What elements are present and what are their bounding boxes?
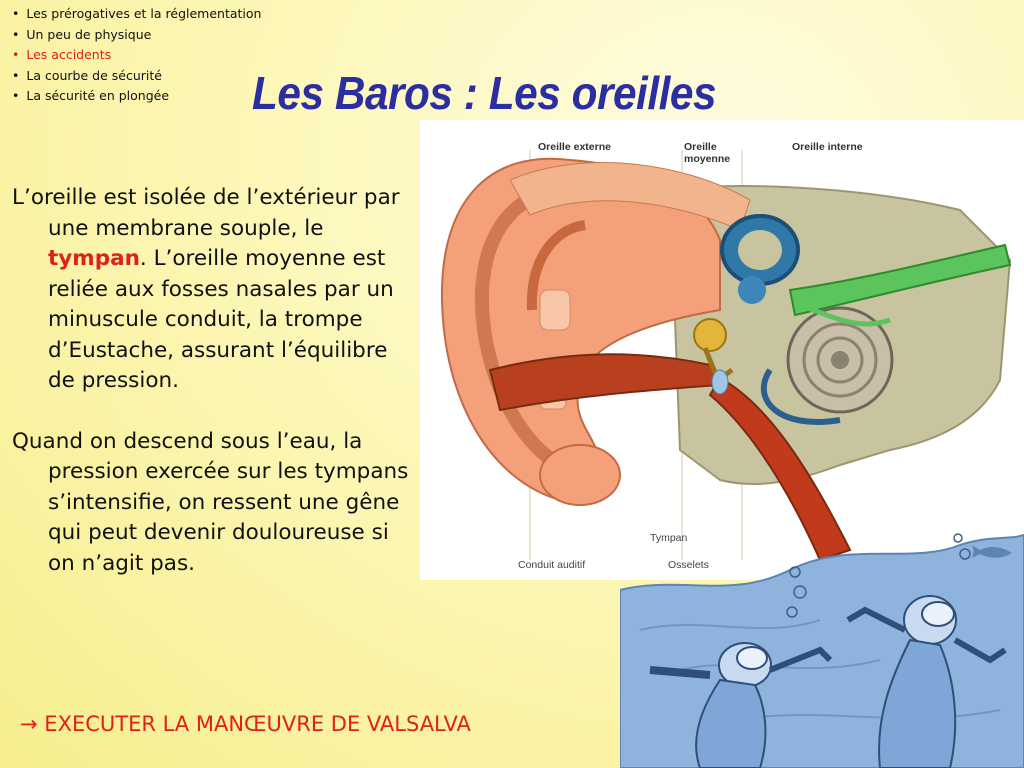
paragraph-text: L’oreille est isolée de l’extérieur par une membrane souple, le bbox=[12, 185, 400, 241]
arrow-right-icon: → bbox=[20, 712, 38, 736]
valsalva-text: EXECUTER LA MANŒUVRE DE VALSALVA bbox=[44, 712, 471, 736]
label-tympan: Tympan bbox=[650, 532, 688, 544]
label-outer-ear: Oreille externe bbox=[538, 141, 611, 153]
label-ear-canal: Conduit auditif bbox=[518, 559, 586, 571]
nav-item-courbe[interactable]: • La courbe de sécurité bbox=[12, 66, 261, 87]
divers-picture bbox=[620, 520, 1024, 768]
body-text bbox=[12, 183, 412, 609]
ear-anatomy-illustration bbox=[420, 120, 1024, 580]
nav-item-securite[interactable]: • La sécurité en plongée bbox=[12, 86, 261, 107]
nav-item-physique[interactable]: • Un peu de physique bbox=[12, 25, 261, 46]
label-ossicles: Osselets bbox=[668, 559, 709, 571]
slide-title: Les Baros : Les oreilles bbox=[252, 67, 717, 119]
nav-item-accidents[interactable]: • Les accidents bbox=[12, 45, 261, 66]
paragraph-text: . L’oreille moyenne est reliée aux fosses nasales par un minuscule conduit, la trompe d’Eustache, assurant l’équilibre de pression. bbox=[48, 246, 394, 393]
tympan-highlight: tympan bbox=[48, 246, 140, 271]
label-inner-ear: Oreille interne bbox=[792, 141, 863, 153]
ear-diagram bbox=[420, 120, 1024, 580]
valsalva-instruction bbox=[20, 712, 471, 736]
divers-illustration bbox=[620, 520, 1024, 768]
paragraph-pressure: Quand on descend sous l’eau, la pression exercée sur les tympans s’intensifie, on ressent une gêne qui peut devenir douloureuse si on n’agit pas. bbox=[12, 428, 409, 576]
paragraph-tympan bbox=[12, 183, 412, 397]
label-middle-ear-1: Oreille bbox=[684, 141, 717, 153]
nav-item-reglementation[interactable]: • Les prérogatives et la réglementation bbox=[12, 4, 261, 25]
label-middle-ear-2: moyenne bbox=[684, 153, 731, 165]
section-nav bbox=[12, 4, 261, 107]
